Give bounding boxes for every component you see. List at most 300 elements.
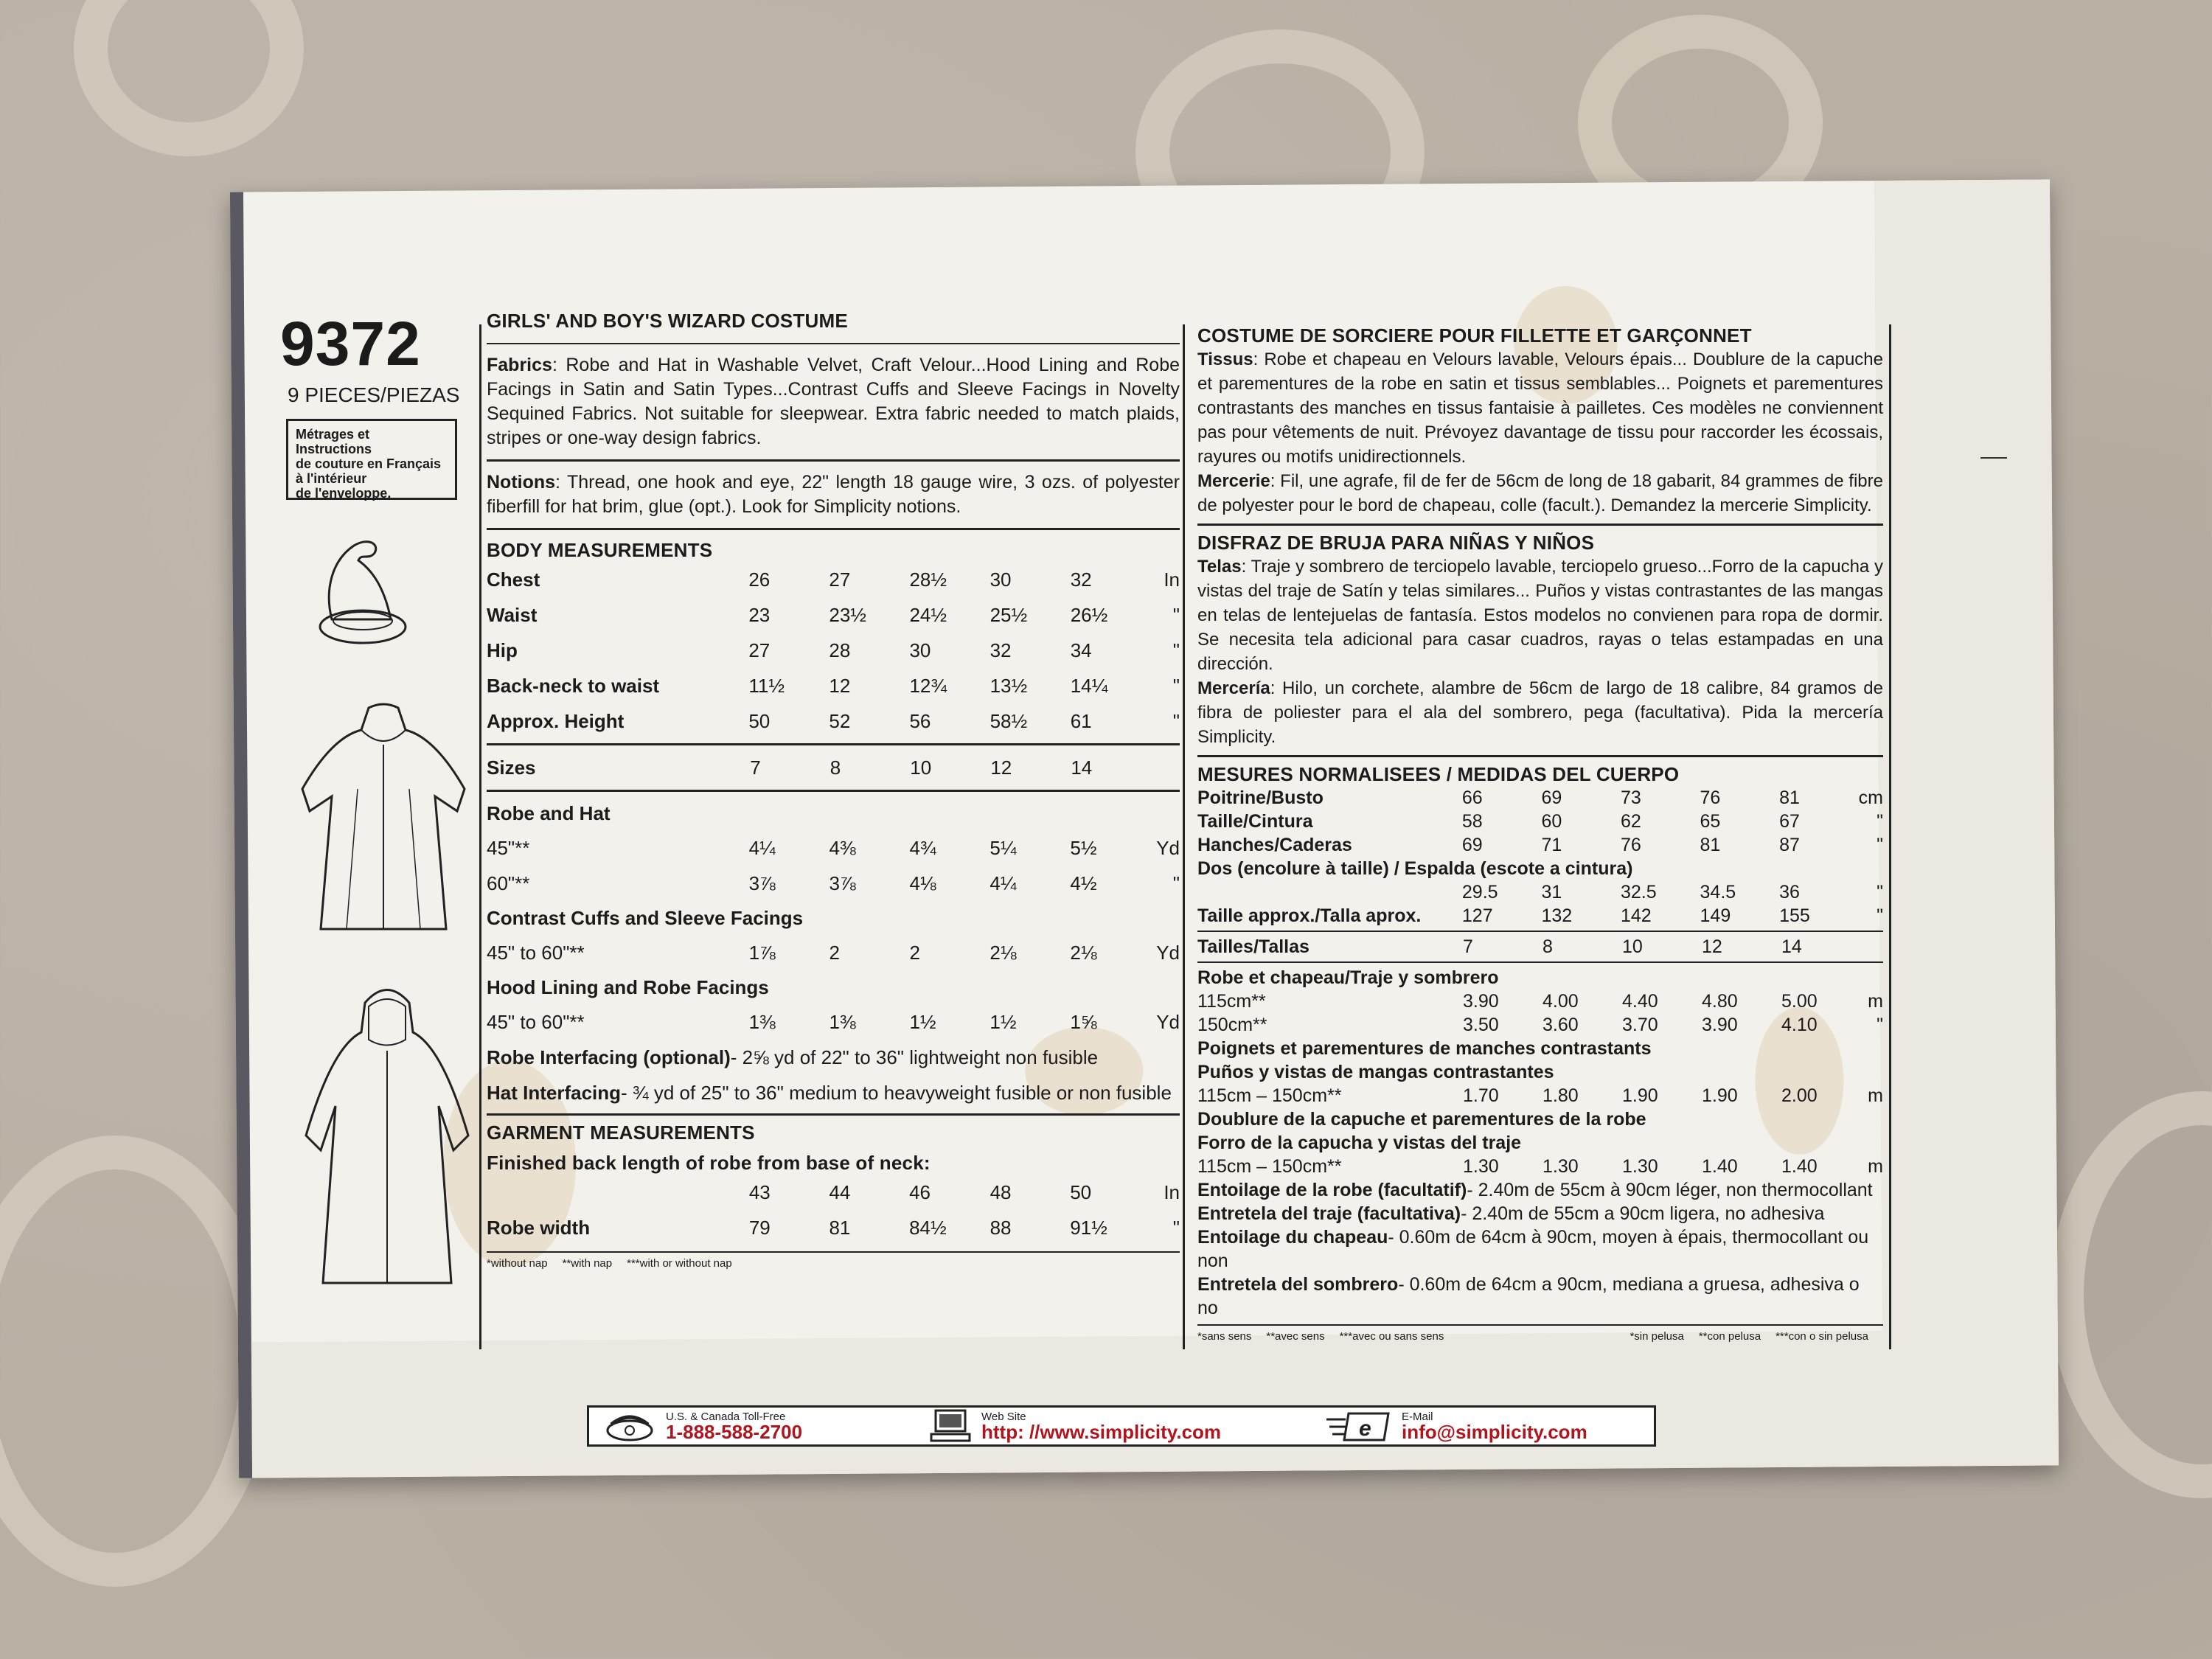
cell: 4.00 — [1543, 990, 1579, 1012]
notions-text — [487, 470, 1180, 519]
interfacing-label: Entretela del sombrero — [1197, 1274, 1399, 1295]
sizes-label: Sizes — [487, 756, 536, 779]
table-row — [1197, 990, 1883, 1013]
embroidery-loop — [74, 0, 304, 156]
cell: 5½ — [1070, 836, 1097, 859]
footnote: **con pelusa — [1698, 1330, 1761, 1343]
spanish-footnotes — [1630, 1330, 1883, 1343]
divider — [1197, 524, 1883, 526]
cell: 24½ — [909, 603, 947, 626]
cell: 1.70 — [1463, 1085, 1499, 1106]
unit: " — [1877, 834, 1883, 855]
pieces-count: 9 PIECES/PIEZAS — [288, 383, 460, 406]
interfacing-line — [1197, 1202, 1883, 1225]
cell: 23½ — [829, 603, 866, 626]
cell: 69 — [1541, 787, 1562, 808]
tailles-label: Tailles/Tallas — [1197, 936, 1310, 957]
garment-measurements-heading: GARMENT MEASUREMENTS — [487, 1121, 755, 1144]
cell: 4¾ — [909, 836, 936, 859]
section-row — [487, 796, 1180, 830]
cell: 13½ — [990, 674, 1028, 697]
cell: 2.00 — [1781, 1085, 1818, 1106]
table-row — [487, 562, 1180, 597]
cell: 12 — [990, 756, 1012, 779]
tissus-body: : Robe et chapeau en Velours lavable, Velours épais... Doublure de la capuche et parementures de la robe en satin et tissus semblables... Poignets et parementures contrastants des manches en tissus fantaisie à pailletes. Ces modèles ne conviennent pas pour vêtements de nuit. Prévoyez davantage de tissu pour raccorder les écossais, rayures ou motifs unidirectionnels. — [1197, 349, 1883, 467]
table-row — [1197, 1084, 1883, 1107]
cell: 1⅞ — [748, 941, 776, 964]
divider — [487, 459, 1180, 462]
cell: 4⅜ — [829, 836, 856, 859]
row-label: Waist — [487, 603, 538, 626]
hat-interfacing-text: - ¾ yd of 25" to 36" medium to heavyweight fusible or non fusible — [621, 1082, 1172, 1104]
section-row — [1197, 1107, 1883, 1131]
interfacing-text: - 2.40m de 55cm a 90cm ligera, no adhesiva — [1461, 1203, 1825, 1224]
row-label: Taille/Cintura — [1197, 810, 1313, 832]
cell: 61 — [1070, 709, 1092, 732]
robe-interfacing-line — [487, 1040, 1180, 1075]
cell: 11½ — [748, 674, 785, 697]
cell: 81 — [1779, 787, 1800, 808]
pattern-number: 9372 — [280, 309, 421, 378]
section-row — [1197, 966, 1883, 990]
row-label: 45"** — [487, 836, 530, 859]
envelope-side-flap — [1874, 179, 2059, 1467]
cell: 2⅛ — [990, 941, 1017, 964]
cell: 87 — [1779, 834, 1800, 855]
phone-number[interactable]: 1-888-588-2700 — [666, 1420, 803, 1443]
divider — [1197, 1324, 1883, 1326]
cell: 62 — [1620, 810, 1641, 832]
cell: 4.10 — [1781, 1014, 1818, 1035]
cell: 14¼ — [1070, 674, 1108, 697]
footnote: *sin pelusa — [1630, 1330, 1684, 1343]
interfacing-label: Entoilage de la robe (facultatif) — [1197, 1180, 1467, 1200]
envelope-edge-mark — [1980, 457, 2007, 459]
cell: 30 — [909, 639, 931, 661]
right-border — [1889, 324, 1891, 1349]
cell: 26½ — [1070, 603, 1108, 626]
tissus-text — [1197, 347, 1883, 469]
website-link[interactable]: http: //www.simplicity.com — [981, 1420, 1222, 1443]
table-row — [1197, 833, 1883, 857]
cell: 81 — [829, 1216, 851, 1239]
unit: In — [1164, 1180, 1180, 1203]
telas-body: : Traje y sombrero de terciopelo lavable, terciopelo grueso...Forro de la capucha y vistas del traje de Satín y telas similares... Puños y vistas contrastantes de las mangas en telas de lentejuelas de fantasía. Estos modelos no convienen para ropa de dormir. Se necesita tela adicional para casar cuadros, rayas o telas estampadas en una dirección. — [1197, 557, 1883, 674]
spanish-title: DISFRAZ DE BRUJA PARA NIÑAS Y NIÑOS — [1197, 532, 1595, 554]
section-row — [1197, 857, 1883, 880]
table-row — [487, 703, 1180, 739]
mercerie-body: : Fil, une agrafe, fil de fer de 56cm de long de 18 gabarit, 84 grammes de fibre de polyester pour le bord de chapeau, colle (facult.). Demandez la mercerie Simplicity. — [1197, 471, 1883, 515]
unit: Yd — [1156, 941, 1180, 964]
row-label: 60"** — [487, 872, 530, 894]
yardage-table — [487, 796, 1180, 1040]
cell: 65 — [1700, 810, 1721, 832]
cell: 76 — [1700, 787, 1721, 808]
cell: 76 — [1620, 834, 1641, 855]
table-row — [487, 1175, 1180, 1210]
cell: 28½ — [909, 568, 947, 591]
french-note-line: Métrages et Instructions — [296, 427, 372, 456]
divider — [1197, 961, 1883, 963]
unit: " — [1877, 905, 1883, 926]
cell: 4¼ — [748, 836, 776, 859]
cell: 12 — [829, 674, 851, 697]
tissus-label: Tissus — [1197, 349, 1253, 369]
table-row — [487, 668, 1180, 703]
interfacing-label: Entretela del traje (facultativa) — [1197, 1203, 1461, 1224]
email-envelope-icon — [1326, 1409, 1393, 1443]
web-contact — [928, 1409, 1221, 1443]
cell: 127 — [1461, 905, 1493, 926]
unit: Yd — [1156, 836, 1180, 859]
cell: 4⅛ — [909, 872, 936, 894]
cell: 2⅛ — [1070, 941, 1097, 964]
hat-interfacing-label: Hat Interfacing — [487, 1082, 622, 1104]
cell: 1½ — [990, 1010, 1017, 1033]
table-row — [487, 750, 1180, 785]
section-row — [1197, 1060, 1883, 1084]
dos-label: Dos (encolure à taille) / Espalda (escote a cintura) — [1197, 858, 1633, 879]
cell: 8 — [1543, 936, 1553, 957]
robe-interfacing-text: - 2⅝ yd of 22" to 36" lightweight non fusible — [730, 1046, 1099, 1068]
body-measurements-heading: BODY MEASUREMENTS — [487, 539, 713, 561]
notions-body: : Thread, one hook and eye, 22" length 18 gauge wire, 3 ozs. of polyester fiberfill for hat brim, glue (opt.). Look for Simplicity notions. — [487, 472, 1180, 517]
cell: 32.5 — [1620, 881, 1657, 902]
french-note-line: de l'enveloppe. — [296, 486, 392, 501]
cell: 28 — [829, 639, 851, 661]
cell: 43 — [748, 1180, 771, 1203]
cell: 1⅜ — [829, 1010, 856, 1033]
measures-heading: MESURES NORMALISEES / MEDIDAS DEL CUERPO — [1197, 763, 1680, 785]
notions-label: Notions — [487, 472, 556, 493]
unit: In — [1164, 568, 1180, 591]
cell: 2 — [909, 941, 920, 964]
interfacing-label: Entoilage du chapeau — [1197, 1227, 1388, 1248]
metric-yardage-table — [1197, 966, 1883, 1178]
garment-measurements-table — [487, 1175, 1180, 1245]
cell: 91½ — [1070, 1216, 1107, 1239]
section-row — [1197, 1131, 1883, 1155]
mercerie-label: Mercerie — [1197, 471, 1270, 491]
section-row — [487, 901, 1180, 935]
row-label: Approx. Height — [487, 709, 625, 732]
footnote: ***con o sin pelusa — [1775, 1330, 1868, 1343]
left-column-border — [479, 324, 481, 1349]
french-note-line: de couture en Français — [296, 456, 442, 471]
french-footnotes — [1197, 1330, 1458, 1343]
interfacing-line — [1197, 1225, 1883, 1273]
cell: 3⅞ — [829, 872, 856, 894]
cell: 31 — [1541, 881, 1562, 902]
cell: 71 — [1541, 834, 1562, 855]
row-label: 45" to 60"** — [487, 941, 585, 964]
cell: 84½ — [909, 1216, 947, 1239]
cell: 5¼ — [990, 836, 1017, 859]
cell: 44 — [829, 1180, 851, 1203]
hat-interfacing-line — [487, 1075, 1180, 1110]
row-label: Hip — [487, 639, 518, 661]
cell: 8 — [830, 756, 841, 779]
web-label: Web Site — [981, 1410, 1026, 1423]
envelope-bottom-flap — [251, 1331, 1883, 1478]
cell: 32 — [1070, 568, 1092, 591]
row-label: Robe width — [487, 1216, 591, 1239]
cell: 4.40 — [1622, 990, 1658, 1012]
cell: 1⅜ — [748, 1010, 776, 1033]
section-heading: Puños y vistas de mangas contrastantes — [1197, 1061, 1554, 1082]
divider — [487, 1113, 1180, 1116]
table-row — [487, 597, 1180, 633]
cell: 3.90 — [1702, 1014, 1738, 1035]
row-label: Taille approx./Talla aprox. — [1197, 905, 1422, 926]
cell: 23 — [748, 603, 771, 626]
unit: " — [1172, 1216, 1180, 1239]
cell: 66 — [1461, 787, 1483, 808]
wizard-hat-illustration — [310, 531, 420, 656]
cell: 3.60 — [1543, 1014, 1579, 1035]
cell: 27 — [748, 639, 771, 661]
cell: 14 — [1071, 756, 1093, 779]
unit: " — [1172, 709, 1180, 732]
row-label: 115cm – 150cm** — [1197, 1155, 1342, 1177]
cell: 3.90 — [1463, 990, 1499, 1012]
cell: 29.5 — [1461, 881, 1498, 902]
metric-measurements-table — [1197, 786, 1883, 928]
divider — [1197, 931, 1883, 932]
unit: m — [1868, 1155, 1883, 1177]
telephone-icon — [604, 1410, 655, 1442]
garment-sub-heading: Finished back length of robe from base of neck: — [487, 1152, 931, 1174]
french-title: COSTUME DE SORCIERE POUR FILLETTE ET GARÇONNET — [1197, 324, 1752, 347]
table-row — [487, 633, 1180, 668]
telas-text — [1197, 554, 1883, 676]
phone-label: U.S. & Canada Toll-Free — [666, 1410, 786, 1423]
footnote: **with nap — [562, 1257, 613, 1270]
cell: 36 — [1779, 881, 1800, 902]
cell: 81 — [1700, 834, 1721, 855]
cell: 5.00 — [1781, 990, 1818, 1012]
cell: 79 — [748, 1216, 771, 1239]
interfacing-lines — [1197, 1178, 1883, 1320]
cell: 1.30 — [1622, 1155, 1658, 1177]
cell: 32 — [990, 639, 1012, 661]
unit — [1151, 750, 1180, 785]
divider — [1197, 755, 1883, 757]
cell: 56 — [909, 709, 931, 732]
footnote: ***avec ou sans sens — [1339, 1330, 1444, 1343]
cell: 4½ — [1070, 872, 1097, 894]
section-heading: Robe et chapeau/Traje y sombrero — [1197, 967, 1499, 988]
table-row — [1197, 810, 1883, 833]
telas-label: Telas — [1197, 557, 1242, 577]
merceria-label: Mercería — [1197, 678, 1270, 698]
cell: 1.30 — [1543, 1155, 1579, 1177]
cell: 7 — [750, 756, 761, 779]
fabrics-text — [487, 353, 1180, 451]
contact-bar — [587, 1405, 1656, 1447]
cell: 46 — [909, 1180, 931, 1203]
cell: 58 — [1461, 810, 1483, 832]
row-label: Hanches/Caderas — [1197, 834, 1352, 855]
cell: 1½ — [909, 1010, 936, 1033]
cell: 1.90 — [1622, 1085, 1658, 1106]
table-row — [1197, 904, 1883, 928]
cell: 26 — [748, 568, 771, 591]
table-row — [487, 935, 1180, 970]
robe-front-illustration — [288, 700, 479, 936]
cell: 1.80 — [1543, 1085, 1579, 1106]
section-heading: Hood Lining and Robe Facings — [487, 975, 769, 998]
robe-interfacing-label: Robe Interfacing (optional) — [487, 1046, 731, 1068]
divider — [487, 1251, 1180, 1253]
row-label: 115cm** — [1197, 990, 1266, 1012]
cell: 50 — [1070, 1180, 1092, 1203]
unit: " — [1877, 810, 1883, 832]
interfacing-line — [1197, 1178, 1883, 1202]
phone-contact — [604, 1410, 802, 1442]
unit: m — [1868, 990, 1883, 1012]
cell: 14 — [1781, 936, 1802, 957]
tailles-table — [1197, 935, 1883, 959]
unit: " — [1172, 603, 1180, 626]
cell: 34 — [1070, 639, 1092, 661]
cell: 10 — [1622, 936, 1643, 957]
french-instructions-note — [286, 419, 457, 500]
cell: 88 — [990, 1216, 1012, 1239]
divider — [487, 790, 1180, 792]
cell: 1.90 — [1702, 1085, 1738, 1106]
cell: 2 — [829, 941, 840, 964]
interfacing-line — [1197, 1273, 1883, 1320]
row-label: Back-neck to waist — [487, 674, 660, 697]
table-row — [1197, 935, 1883, 959]
fabrics-body: : Robe and Hat in Washable Velvet, Craft Velour...Hood Lining and Robe Facings in Satin and Satin Types...Contrast Cuffs and Sleeve Facings in Novelty Sequined Fabrics. Not suitable for sleepwear. Extra fabric needed to match plaids, stripes or one-way design fabrics. — [487, 355, 1180, 448]
cell: 73 — [1620, 787, 1641, 808]
section-row — [487, 970, 1180, 1004]
table-row — [1197, 880, 1883, 904]
unit — [1861, 935, 1883, 959]
cell: 1.30 — [1463, 1155, 1499, 1177]
email-label: E-Mail — [1402, 1410, 1433, 1423]
section-heading: Doublure de la capuche et parementures de la robe — [1197, 1108, 1646, 1130]
svg-text:e: e — [1359, 1416, 1371, 1441]
merceria-text — [1197, 676, 1883, 749]
cell: 48 — [990, 1180, 1012, 1203]
unit: " — [1877, 881, 1883, 902]
robe-back-illustration — [295, 981, 479, 1290]
email-address[interactable]: info@simplicity.com — [1402, 1420, 1587, 1443]
unit: Yd — [1156, 1010, 1180, 1033]
table-row — [487, 830, 1180, 866]
french-spanish-column — [1197, 324, 1883, 1343]
table-row — [487, 866, 1180, 901]
cell: 3.70 — [1622, 1014, 1658, 1035]
english-title: GIRLS' AND BOY'S WIZARD COSTUME — [487, 310, 848, 332]
cell: 60 — [1541, 810, 1562, 832]
english-footnotes — [487, 1257, 1180, 1270]
interfacing-text: - 0.60m de 64cm a 90cm, mediana a gruesa, adhesiva o no — [1197, 1274, 1860, 1318]
cell: 7 — [1463, 936, 1473, 957]
section-heading: Poignets et parementures de manches contrastants — [1197, 1037, 1652, 1059]
cell: 58½ — [990, 709, 1028, 732]
cell: 30 — [990, 568, 1012, 591]
cell: 149 — [1700, 905, 1731, 926]
table-row — [487, 1210, 1180, 1245]
row-label: Poitrine/Busto — [1197, 787, 1324, 808]
cell: 27 — [829, 568, 851, 591]
english-column — [487, 310, 1180, 1270]
table-row — [1197, 1155, 1883, 1178]
table-row — [1197, 1013, 1883, 1037]
cell: 34.5 — [1700, 881, 1736, 902]
row-label — [1197, 880, 1462, 904]
section-heading: Robe and Hat — [487, 801, 611, 824]
cell: 3⅞ — [748, 872, 776, 894]
divider — [487, 343, 1180, 344]
cell: 1.40 — [1702, 1155, 1738, 1177]
computer-icon — [928, 1409, 973, 1443]
embroidery-loop — [0, 1135, 274, 1587]
metric-footnotes — [1197, 1330, 1883, 1343]
footnote: **avec sens — [1266, 1330, 1325, 1343]
row-label — [487, 1175, 749, 1210]
cell: 1.40 — [1781, 1155, 1818, 1177]
unit: " — [1172, 872, 1180, 894]
cell: 12¾ — [909, 674, 947, 697]
unit: " — [1877, 1014, 1883, 1035]
unit: m — [1868, 1085, 1883, 1106]
cell: 10 — [910, 756, 932, 779]
footnote: *sans sens — [1197, 1330, 1252, 1343]
french-note-line: à l'intérieur — [296, 471, 367, 486]
footnote: ***with or without nap — [627, 1257, 732, 1270]
cell: 69 — [1461, 834, 1483, 855]
body-measurements-table — [487, 562, 1180, 739]
cell: 50 — [748, 709, 771, 732]
section-heading: Forro de la capucha y vistas del traje — [1197, 1132, 1522, 1153]
unit: " — [1172, 639, 1180, 661]
interfacing-text: - 0.60m de 64cm à 90cm, moyen à épais, thermocollant ou non — [1197, 1227, 1869, 1271]
footnote: *without nap — [487, 1257, 548, 1270]
email-contact — [1326, 1409, 1587, 1443]
divider — [487, 743, 1180, 745]
cell: 12 — [1702, 936, 1722, 957]
merceria-body: : Hilo, un corchete, alambre de 56cm de largo de 18 calibre, 84 gramos de fibra de poliester para el ala del sombrero, pega (facultativa). Pida la mercería Simplicity. — [1197, 678, 1883, 747]
column-divider — [1183, 324, 1185, 1349]
fabrics-label: Fabrics — [487, 355, 552, 375]
embroidery-loop — [2050, 1091, 2212, 1498]
cell: 1⅝ — [1070, 1010, 1097, 1033]
section-row — [1197, 1037, 1883, 1060]
cell: 67 — [1779, 810, 1800, 832]
row-label: 115cm – 150cm** — [1197, 1085, 1342, 1106]
sizes-table — [487, 750, 1180, 785]
table-row — [1197, 786, 1883, 810]
divider — [487, 528, 1180, 530]
section-heading: Contrast Cuffs and Sleeve Facings — [487, 906, 804, 929]
cell: 4.80 — [1702, 990, 1738, 1012]
cell: 155 — [1779, 905, 1810, 926]
cell: 25½ — [990, 603, 1028, 626]
cell: 132 — [1541, 905, 1573, 926]
table-row — [487, 1004, 1180, 1040]
row-label: Chest — [487, 568, 540, 591]
unit: " — [1172, 674, 1180, 697]
row-label: 150cm** — [1197, 1014, 1267, 1035]
cell: 3.50 — [1463, 1014, 1499, 1035]
cell: 52 — [829, 709, 851, 732]
cell: 4¼ — [990, 872, 1017, 894]
